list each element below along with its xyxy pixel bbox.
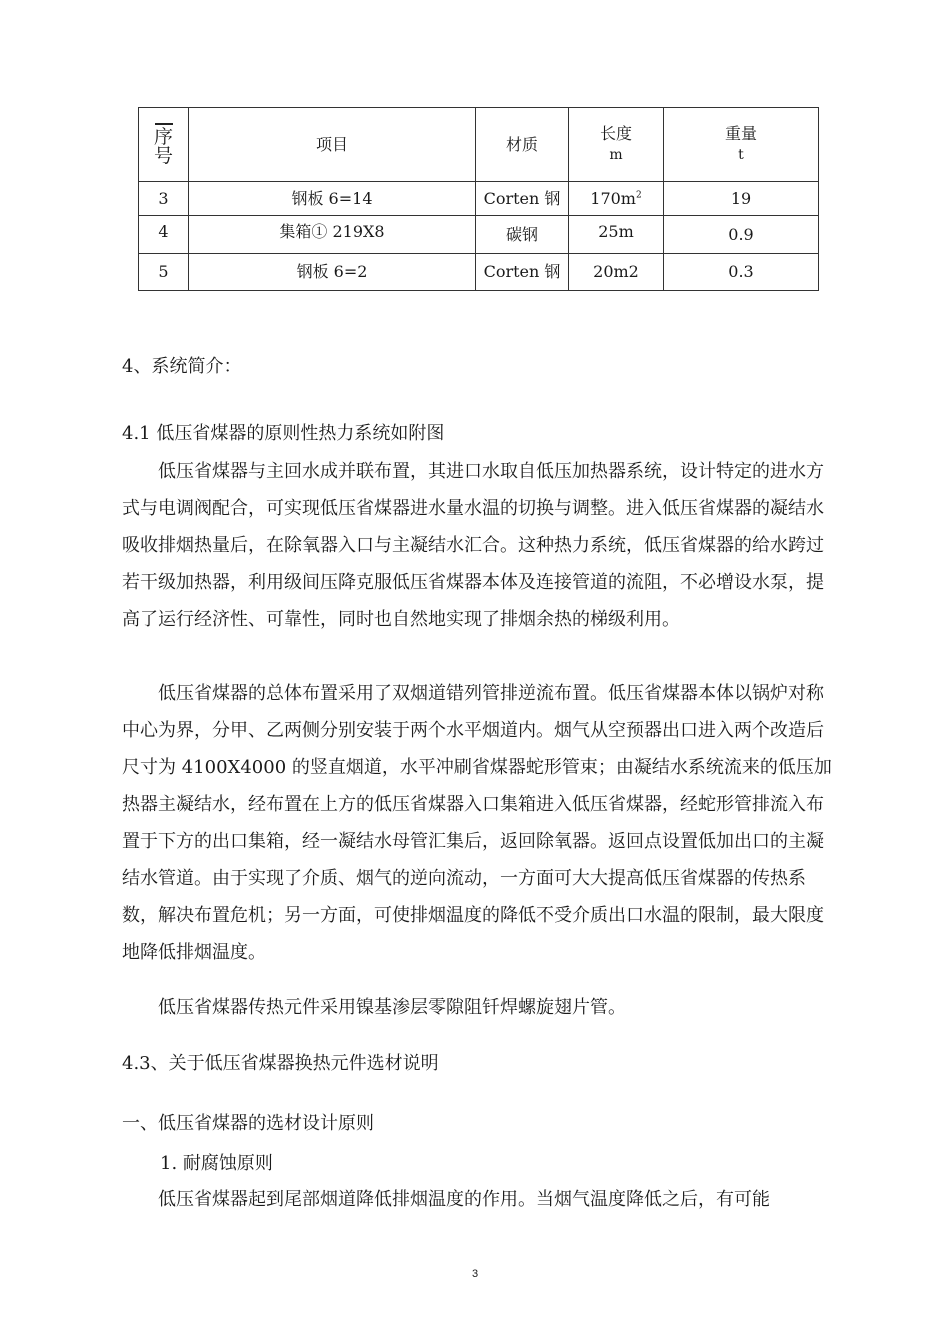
cell-seq: 3 [139, 182, 189, 216]
cell-seq: 4 [139, 216, 189, 254]
cell-weight: 0.9 [664, 216, 819, 254]
header-material: 材质 [476, 108, 569, 182]
section-4-heading: 4、系统简介： [122, 356, 242, 377]
table-row [139, 254, 819, 291]
paragraph: 低压省煤器的总体布置采用了双烟道错列管排逆流布置。低压省煤器本体以锅炉对称中心为界，分甲、乙两侧分别安装于两个水平烟道内。烟气从空预器出口进入两个改造后尺寸为 4100X4000 的竖直烟道，水平冲刷省煤器蛇形管束；由凝结水系统流来的低压加热器主凝结水，经布置在上方的低压省煤器入口集箱进入低压省煤器，经蛇形管排流入布置于下方的出口集箱，经一凝结水母管汇集后，返回除氧器。返回点设置低加出口的主凝结水管道。由于实现了介质、烟气的逆向流动，一方面可大大提高低压省煤器的传热系数，解决布置危机；另一方面，可使排烟温度的降低不受介质出口水温的限制，最大限度地降低排烟温度。 [122, 683, 832, 963]
paragraph: 低压省煤器起到尾部烟道降低排烟温度的作用。当烟气温度降低之后，有可能 [158, 1189, 770, 1210]
cell-material: 碳钢 [476, 216, 569, 254]
table-header-row [139, 108, 819, 182]
cell-seq: 5 [139, 254, 189, 291]
cell-length: 25m [569, 216, 664, 254]
principle-item-1: 1. 耐腐蚀原则 [160, 1153, 273, 1174]
paragraph: 低压省煤器与主回水成并联布置，其进口水取自低压加热器系统，设计特定的进水方式与电调阀配合，可实现低压省煤器进水量水温的切换与调整。进入低压省煤器的凝结水吸收排烟热量后，在除氧器入口与主凝结水汇合。这种热力系统，低压省煤器的给水跨过若干级加热器，利用级间压降克服低压省煤器本体及连接管道的流阻，不必增设水泵，提高了运行经济性、可靠性，同时也自然地实现了排烟余热的梯级利用。 [122, 461, 824, 630]
header-seq: 序号 [139, 108, 189, 182]
page-number: 3 [471, 1268, 479, 1280]
header-weight: 重量 t [664, 108, 819, 182]
section-4-3-heading: 4.3、关于低压省煤器换热元件选材说明 [122, 1053, 439, 1074]
section-4-1-heading: 4.1 低压省煤器的原则性热力系统如附图 [122, 423, 445, 444]
cell-length: $170m^2$ [569, 182, 664, 216]
cell-material: Corten 钢 [476, 254, 569, 291]
cell-weight: 0.3 [664, 254, 819, 291]
principles-heading: 一、低压省煤器的选材设计原则 [122, 1113, 374, 1134]
table-row [139, 216, 819, 254]
cell-material: Corten 钢 [476, 182, 569, 216]
cell-length: 20m2 [569, 254, 664, 291]
table-row [139, 182, 819, 216]
cell-item: 集箱① 219X8 [189, 216, 476, 254]
paragraph: 低压省煤器传热元件采用镍基渗层零隙阻钎焊螺旋翅片管。 [158, 997, 626, 1018]
cell-item: 钢板 6=2 [189, 254, 476, 291]
header-length: 长度 m [569, 108, 664, 182]
cell-item: 钢板 6=14 [189, 182, 476, 216]
cell-weight: 19 [664, 182, 819, 216]
material-table [138, 107, 819, 291]
header-item: 项目 [189, 108, 476, 182]
